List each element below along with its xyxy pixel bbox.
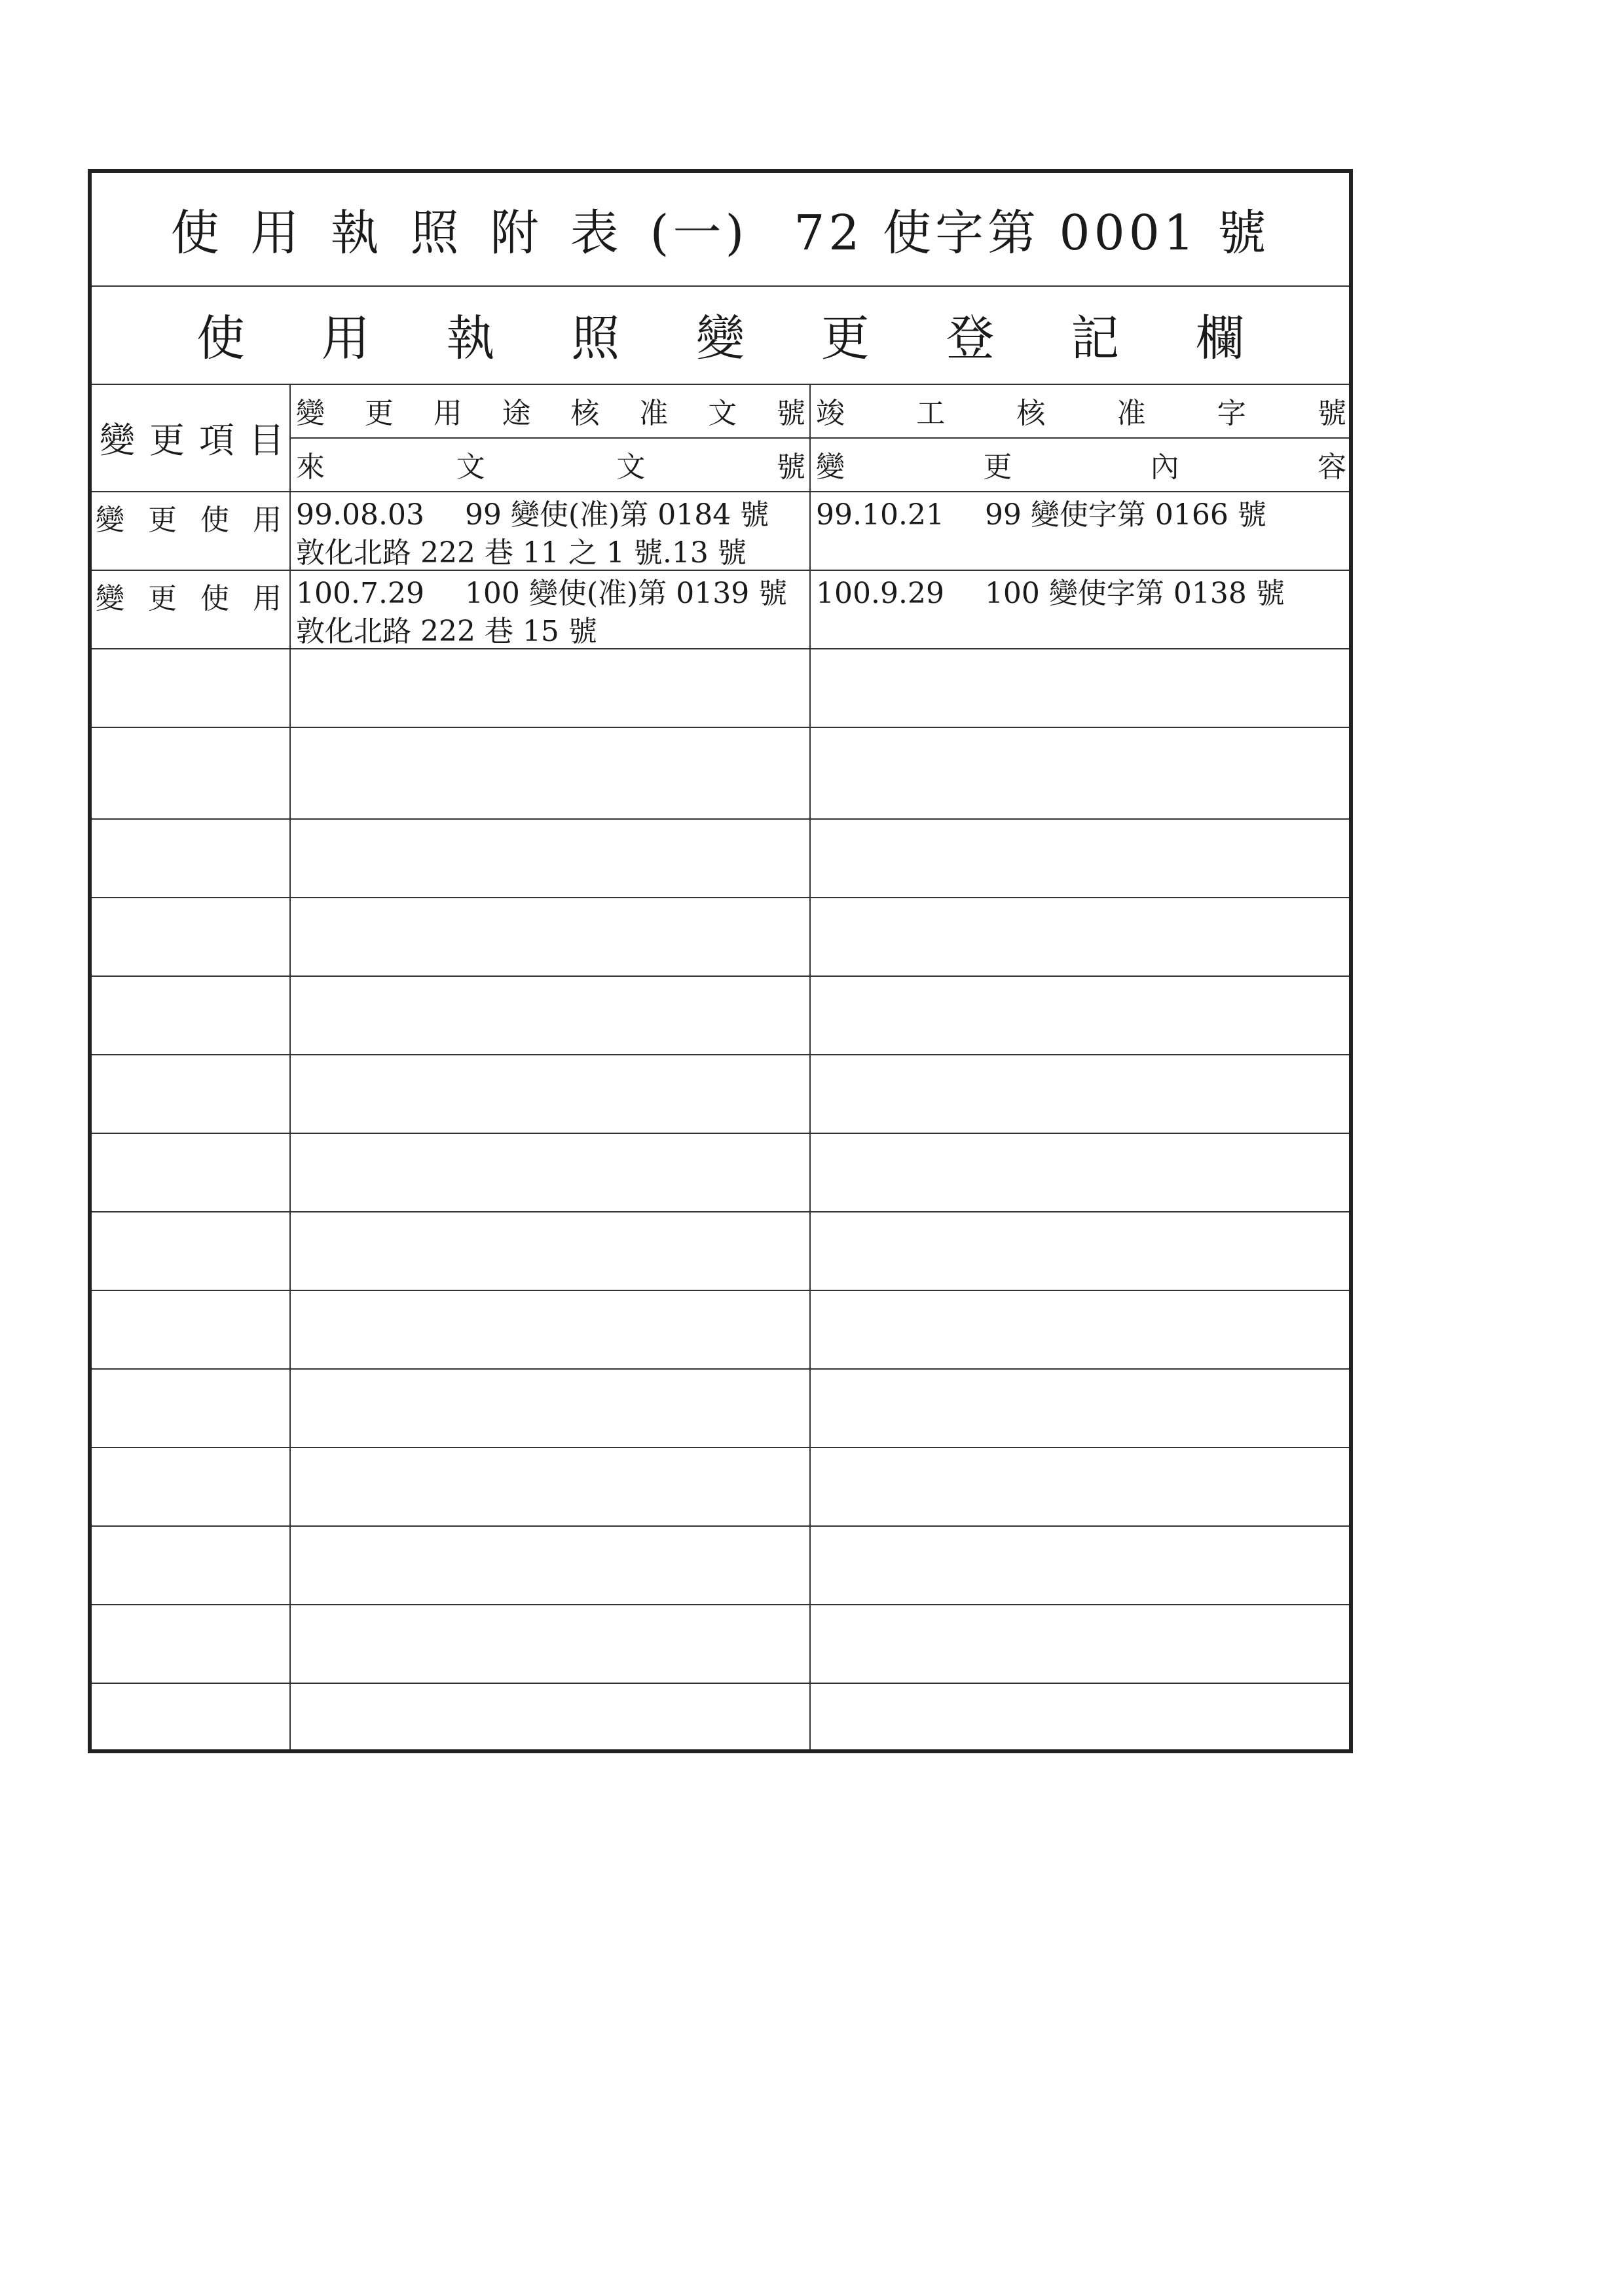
header-char: 內 [1150, 450, 1179, 484]
subtitle-char: 登 [946, 310, 995, 367]
header-char: 核 [1016, 397, 1046, 430]
row-2-completion-date: 100.9.29 [816, 577, 944, 610]
row-1-approval-date: 99.08.03 [296, 498, 424, 532]
header-char: 變 [100, 419, 135, 461]
subtitle-char: 變 [696, 310, 745, 367]
item-char: 使 [200, 582, 229, 615]
header-char: 准 [1116, 397, 1146, 430]
header-char: 號 [776, 450, 805, 484]
subtitle-char: 照 [571, 310, 620, 367]
subtitle-char: 使 [196, 310, 245, 367]
permit-appendix-table [88, 169, 1353, 1753]
item-char: 變 [96, 503, 124, 537]
title-char: 附 [490, 205, 543, 261]
header-char: 竣 [816, 397, 845, 430]
subtitle-char: 執 [446, 310, 495, 367]
header-char: 途 [502, 397, 531, 430]
title-char: 表 [570, 205, 623, 261]
header-char: 更 [149, 419, 185, 461]
item-char: 用 [253, 503, 282, 537]
row-2-approval-no: 100 變使(准)第 0139 號 [464, 577, 788, 610]
header-char: 更 [364, 397, 394, 430]
header-char: 容 [1317, 450, 1346, 484]
row-2-approval-date: 100.7.29 [296, 577, 424, 610]
title-char: 使 [170, 205, 223, 261]
row-1-completion [816, 496, 1266, 534]
header-char: 號 [776, 397, 805, 430]
item-char: 變 [96, 582, 124, 615]
title-char: (一) [650, 205, 748, 261]
row-2-completion [816, 575, 1285, 613]
row-2-address: 敦化北路 222 巷 15 號 [296, 615, 597, 648]
header-char: 號 [1317, 397, 1346, 430]
column-header-completion-no [812, 384, 1350, 437]
column-header-approval-no [292, 384, 809, 437]
header-char: 目 [249, 419, 284, 461]
subtitle-char: 用 [321, 310, 370, 367]
permit-number: 72 使字第 0001 號 [794, 205, 1270, 261]
title-char: 用 [250, 205, 303, 261]
header-char: 工 [916, 397, 946, 430]
header-char: 用 [433, 397, 462, 430]
item-char: 更 [148, 582, 177, 615]
header-char: 來 [296, 450, 325, 484]
row-1-completion-date: 99.10.21 [816, 498, 944, 532]
item-char: 更 [148, 503, 177, 537]
row-2-change-item [92, 575, 286, 617]
document-title [92, 173, 1349, 285]
row-1-approval [296, 496, 769, 534]
header-char: 文 [456, 450, 485, 484]
row-1-completion-no: 99 變使字第 0166 號 [984, 498, 1266, 532]
row-2-approval [296, 575, 787, 613]
row-1-change-item [92, 496, 286, 538]
title-char: 執 [330, 205, 383, 261]
header-char: 字 [1217, 397, 1246, 430]
row-2-completion-no: 100 變使字第 0138 號 [984, 577, 1285, 610]
header-char: 變 [816, 450, 845, 484]
item-char: 使 [200, 503, 229, 537]
subtitle-char: 欄 [1196, 310, 1244, 367]
subtitle-char: 記 [1071, 310, 1120, 367]
header-char: 文 [708, 397, 737, 430]
row-1-approval-no: 99 變使(准)第 0184 號 [464, 498, 769, 532]
header-char: 文 [616, 450, 646, 484]
header-char: 變 [296, 397, 325, 430]
header-char: 項 [199, 419, 234, 461]
row-1-address: 敦化北路 222 巷 11 之 1 號.13 號 [296, 536, 747, 570]
header-char: 更 [983, 450, 1012, 484]
column-header-change-item [97, 384, 287, 491]
column-header-change-content [812, 437, 1350, 491]
column-header-incoming-doc [292, 437, 809, 491]
item-char: 用 [253, 582, 282, 615]
subtitle-char: 更 [821, 310, 870, 367]
title-char: 照 [410, 205, 463, 261]
header-char: 核 [570, 397, 600, 430]
header-char: 准 [639, 397, 669, 430]
section-subtitle [196, 285, 1244, 384]
